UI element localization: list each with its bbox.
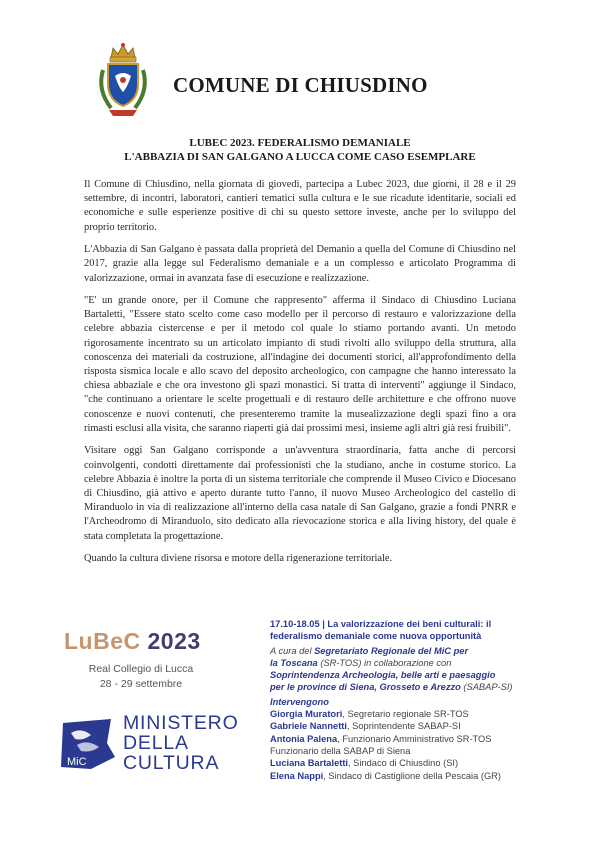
session-title <box>270 618 575 643</box>
session-title-line-1: 17.10-18.05 | La valorizzazione dei beni culturali: il <box>270 619 492 629</box>
organizer-2-acronym: (SABAP-SI) <box>463 682 513 693</box>
press-release-body <box>84 178 516 575</box>
speaker-role: Funzionario della SABAP di Siena <box>270 745 411 756</box>
organizer-2: Soprintendenza Archeologia, belle arti e paesaggio <box>270 670 496 681</box>
speaker-item <box>270 770 575 782</box>
ministry-line-1: MINISTERO <box>123 712 239 734</box>
venue-name: Real Collegio di Lucca <box>88 663 194 675</box>
lubec-logo <box>64 628 201 655</box>
session-title-line-2: federalismo demaniale come nuova opportunità <box>270 631 482 642</box>
organizers <box>270 645 575 694</box>
paragraph: "E' un grande onore, per il Comune che rappresento" afferma il Sindaco di Chiusdino Luciana Bartaletti, "Essere stato scelto come caso modello per il percorso di restauro e valorizzazione della celebre abbazia cistercense e per il metodo col quale lo stiamo portando avanti. Un metodo rigorosamente incentrato su un articolato impianto di studi rivolti allo sviluppo della struttura, alla conoscenza dei materiali da costruzione, all'indagine dei documenti storici, all'approfondimento della risposta sismica locale e allo scavo del deposito archeologico, con campagne che hanno interessato la chiesa abbaziale e che ora investono gli spazi monastici. Si tratta di interventi" aggiunge il Sindaco, "che continuano a orientare le scelte progettuali e di restauro delle architetture e che offrono nuove conoscenze e nuovi contenuti, che presenteremo tramite la musealizzazione degli spazi fino a ora rimasti esclusi alla visita, che saranno riaperti già dai prossimi mesi, insieme agli altri già resi fruibili". <box>84 295 516 434</box>
ministry-name <box>123 713 239 773</box>
speakers-heading: Intervengono <box>270 696 329 707</box>
lubec-name: LuBeC <box>64 628 141 654</box>
paragraph: Visitare oggi San Galgano corrisponde a un'avventura straordinaria, fatta anche di percorsi coinvolgenti, condotti direttamente dai professionisti che la studiano, anche in costume storico. La celebre Abbazia è inoltre la porta di un sistema territoriale che comprende il Museo Civico e Diocesano di Chiusdino, già attivo e aperto durante tutto l'anno, il nuovo Museo Archeologico del castello di Miranduolo in via di realizzazione all'interno della casa natale di San Galgano, grazie a fondi PNRR e l'Archeodromo di Miranduolo, sito dedicato alla rievocazione storica e alla living history, del quale è stata completata la progettazione. <box>84 445 516 542</box>
speaker-role: , Segretario regionale SR-TOS <box>342 709 469 720</box>
municipality-name: COMUNE DI CHIUSDINO <box>173 73 428 97</box>
letterhead <box>93 40 533 120</box>
speaker-name: Giorgia Muratori <box>270 709 343 720</box>
title-line-1: LUBEC 2023. FEDERALISMO DEMANIALE <box>189 137 411 149</box>
mic-emblem-icon <box>57 713 117 773</box>
paragraph: Quando la cultura diviene risorsa e motore della rigenerazione territoriale. <box>84 553 393 565</box>
event-banner <box>52 618 572 833</box>
speaker-role: , Sindaco di Chiusdino (SI) <box>348 758 459 769</box>
speaker-item <box>270 733 575 745</box>
coat-of-arms-icon <box>93 40 153 120</box>
speaker-name: Elena Nappi <box>270 770 324 781</box>
speaker-role: , Sindaco di Castiglione della Pescaia (GR) <box>323 770 501 781</box>
document-title <box>0 136 600 164</box>
speaker-role: , Funzionario Amministrativo SR-TOS <box>337 733 492 744</box>
title-line-2: L'ABBAZIA DI SAN GALGANO A LUCCA COME CASO ESEMPLARE <box>124 151 476 163</box>
mic-badge: MiC <box>67 756 87 768</box>
speaker-item <box>270 757 575 769</box>
speaker-item <box>270 745 575 757</box>
speaker-name: Antonia Palena <box>270 733 338 744</box>
speaker-role: , Soprintendente SABAP-SI <box>346 721 461 732</box>
paragraph: L'Abbazia di San Galgano è passata dalla proprietà del Demanio a quella del Comune di Chiusdino nel 2017, grazie alla legge sul Federalismo demaniale e a un complesso e articolato Programma di valorizzazione, ormai in avanzata fase di esecuzione e realizzazione. <box>84 244 516 284</box>
organizer-collab: (SR-TOS) in collaborazione con <box>320 657 452 668</box>
organizer-1-region: la Toscana <box>270 657 318 668</box>
event-dates: 28 - 29 settembre <box>99 678 183 690</box>
speaker-name: Luciana Bartaletti <box>270 758 349 769</box>
ministry-logo <box>57 713 247 793</box>
organizer-intro: A cura del <box>270 645 312 656</box>
organizer-1: Segretariato Regionale del MiC per <box>314 645 469 656</box>
session-details <box>270 618 575 782</box>
organizer-2-provinces: per le province di Siena, Grosseto e Arezzo <box>270 682 461 693</box>
speaker-item <box>270 708 575 720</box>
lubec-year: 2023 <box>147 628 201 654</box>
speaker-list <box>270 708 575 782</box>
ministry-line-3: CULTURA <box>123 752 220 774</box>
speaker-item <box>270 720 575 732</box>
ministry-line-2: DELLA <box>123 732 189 754</box>
speaker-name: Gabriele Nannetti <box>270 721 347 732</box>
event-venue <box>52 662 230 692</box>
paragraph: Il Comune di Chiusdino, nella giornata di giovedì, partecipa a Lubec 2023, due giorni, il 28 e il 29 settembre, di incontri, laboratori, cantieri tematici sulla cultura e le sue ricadute identitarie, sociali ed economiche e sulle esperienze positive di chi su questo settore investe, anche per lo sviluppo del proprio territorio. <box>84 179 516 233</box>
